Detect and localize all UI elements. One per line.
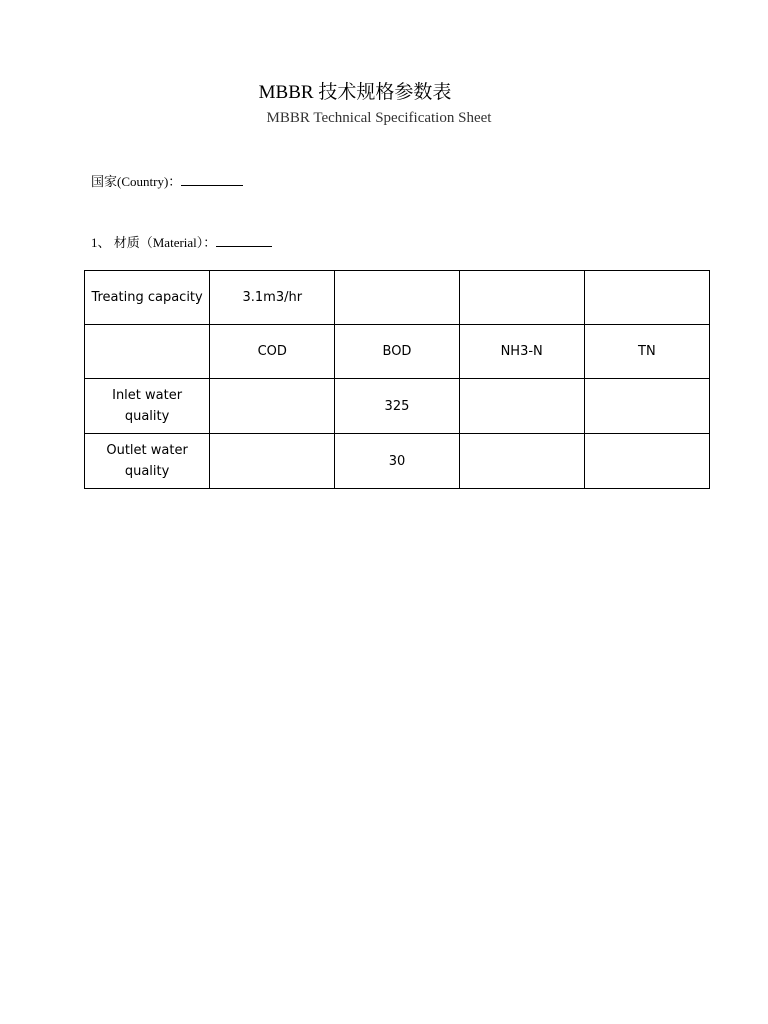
table-cell: [335, 271, 459, 325]
table-cell: 30: [335, 434, 459, 489]
table-row: [85, 271, 710, 325]
material-field: [91, 232, 272, 251]
table-cell: Inlet water quality: [85, 379, 210, 434]
table-cell: Outlet water quality: [85, 434, 210, 489]
table-cell: [210, 379, 335, 434]
material-blank[interactable]: [216, 234, 272, 247]
table-cell: [584, 271, 709, 325]
table-row: [85, 325, 710, 379]
table-cell: [210, 434, 335, 489]
table-cell: COD: [210, 325, 335, 379]
table-row: [85, 379, 710, 434]
document-subtitle: MBBR Technical Specification Sheet: [266, 110, 492, 126]
table-cell: Treating capacity: [85, 271, 210, 325]
table-row: [85, 434, 710, 489]
table-cell: [459, 379, 584, 434]
country-label: 国家(Country)：: [91, 174, 182, 189]
table-cell: BOD: [335, 325, 459, 379]
table-cell: 3.1m3/hr: [210, 271, 335, 325]
table-cell: 325: [335, 379, 459, 434]
table-cell: [584, 434, 709, 489]
country-blank[interactable]: [181, 173, 243, 186]
spec-table: [84, 270, 710, 489]
material-label: 1、 材质（Material）：: [91, 235, 217, 250]
table-cell: [459, 434, 584, 489]
table-cell: [459, 271, 584, 325]
table-cell: NH3-N: [459, 325, 584, 379]
table-cell: [85, 325, 210, 379]
table-cell: TN: [584, 325, 709, 379]
country-field: [91, 171, 243, 190]
document-title: MBBR 技术规格参数表: [258, 82, 452, 103]
table-cell: [584, 379, 709, 434]
